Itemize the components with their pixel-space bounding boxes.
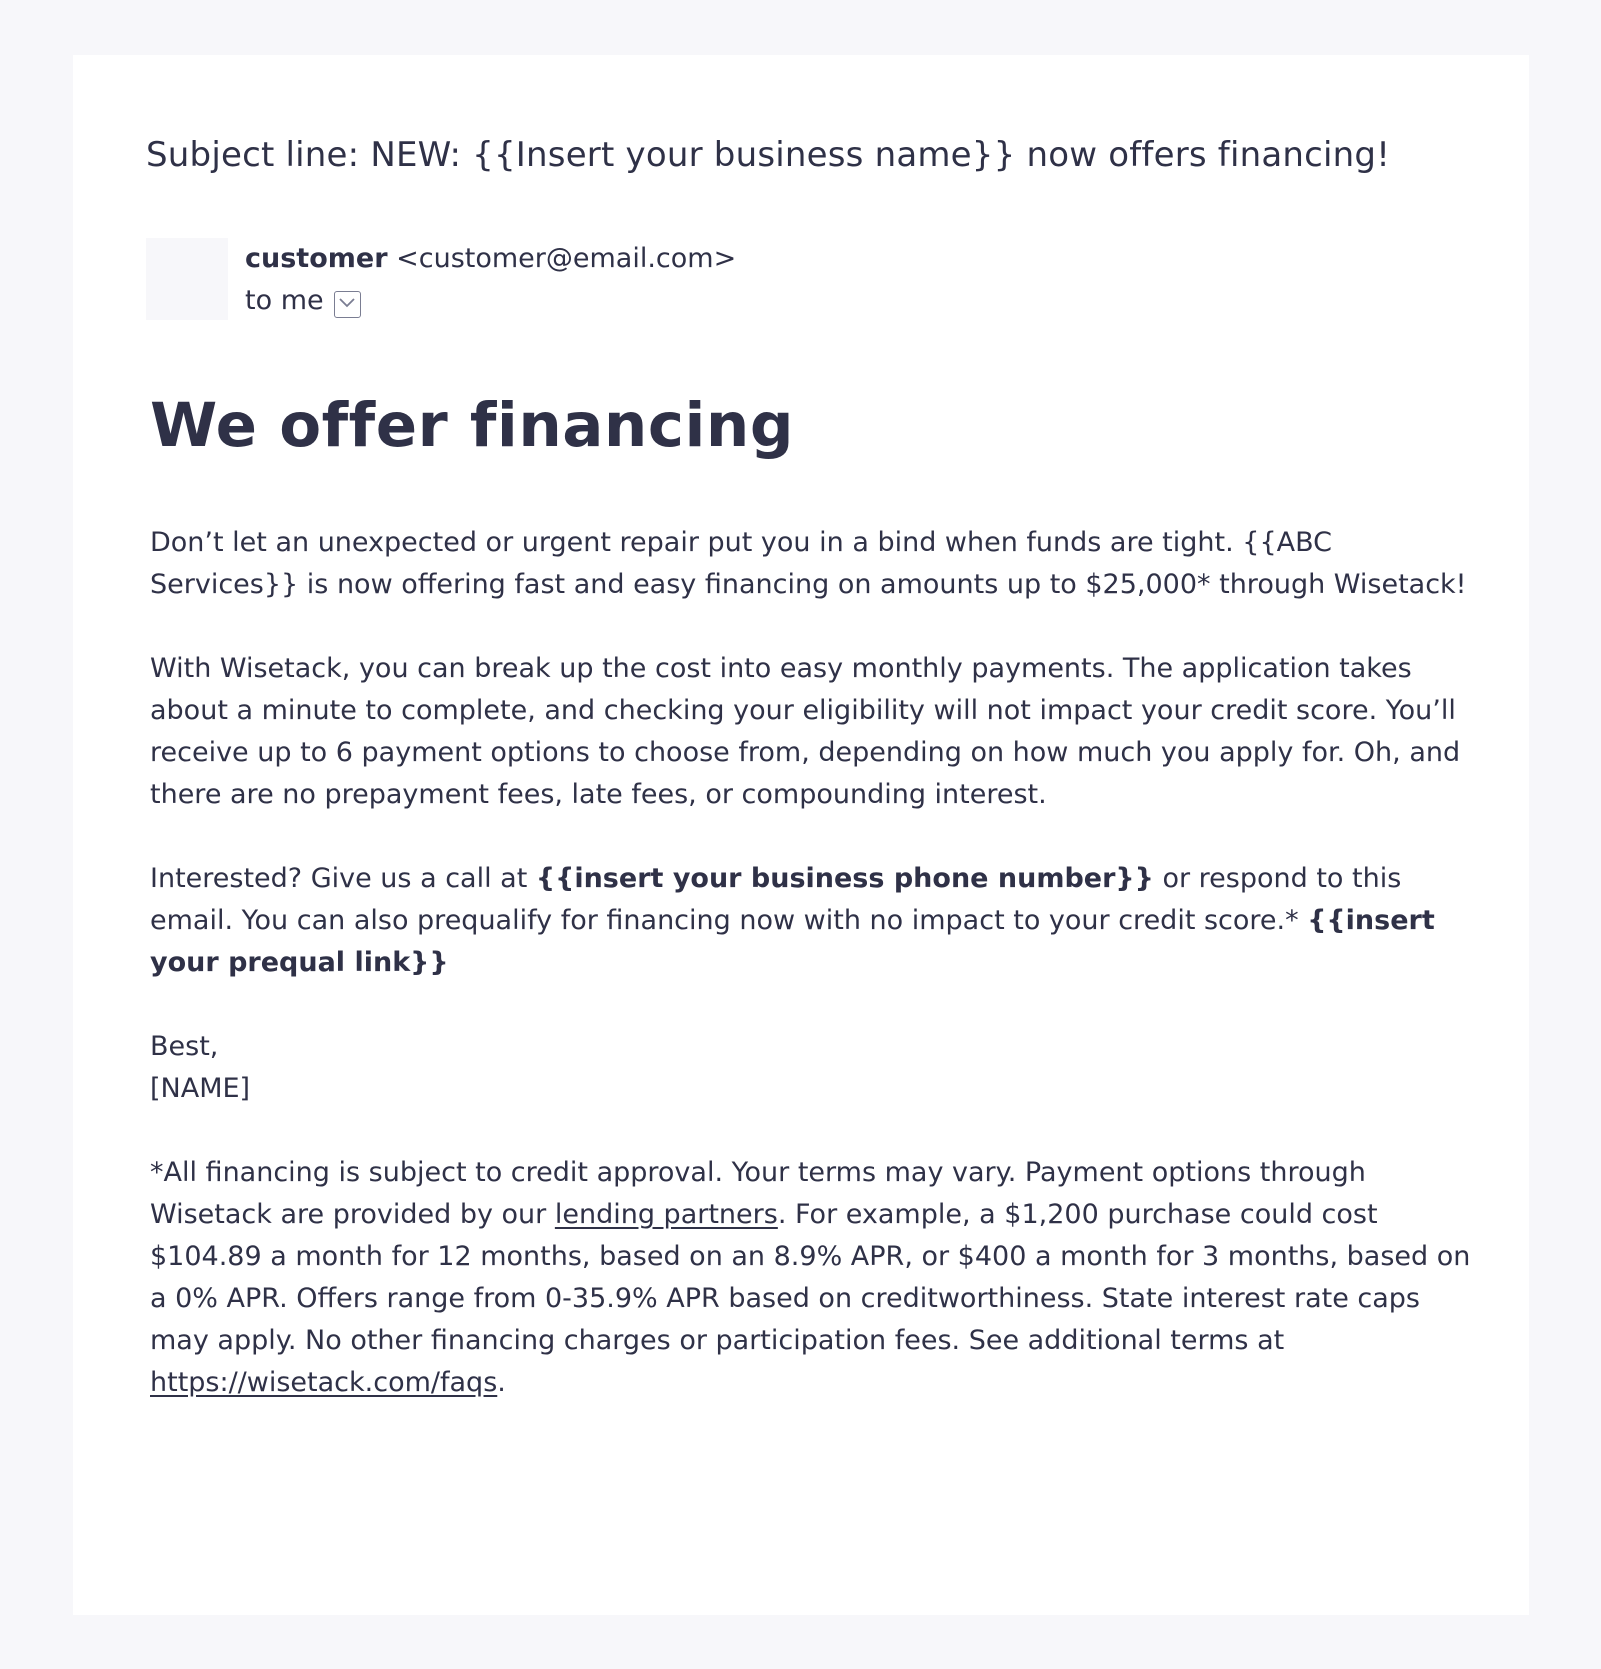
recipient-line xyxy=(245,280,736,322)
phone-placeholder: {{insert your business phone number}} xyxy=(535,863,1154,894)
contact-text-2: or respond to this email. You can also prequalify for financing now with no impact to your credit score.* xyxy=(150,863,1402,936)
disclaimer-text-2: . For example, a $1,200 purchase could cost $104.89 a month for 12 months, based on an 8.9% APR, or $400 a month for 3 months, based on a 0% APR. Offers range from 0-35.9% APR based on creditworthiness. State interest rate caps may apply. No other financing charges or participation fees. See additional terms at xyxy=(150,1199,1471,1356)
email-subject: Subject line: NEW: {{Insert your business name}} now offers financing! xyxy=(146,135,1391,175)
email-card xyxy=(73,55,1529,1615)
recipient-label: to me xyxy=(245,285,324,316)
signoff: Best, xyxy=(150,1031,219,1062)
disclaimer-text-3: . xyxy=(497,1367,506,1398)
signature-name: [NAME] xyxy=(150,1073,251,1104)
prequal-link-placeholder: {{insert your prequal link}} xyxy=(150,905,1435,978)
disclaimer xyxy=(150,1152,1480,1404)
disclaimer-text-1: *All financing is subject to credit approval. Your terms may vary. Payment options through Wisetack are provided by our xyxy=(150,1157,1366,1230)
faq-link[interactable]: https://wisetack.com/faqs xyxy=(150,1367,498,1398)
sender-name: customer xyxy=(245,243,388,274)
sender-info xyxy=(245,238,736,322)
body-paragraph-details: With Wisetack, you can break up the cost into easy monthly payments. The application takes about a minute to complete, and checking your eligibility will not impact your credit score. You’ll receive up to 6 payment options to choose from, depending on how much you apply for. Oh, and there are no prepayment fees, late fees, or compounding interest. xyxy=(150,653,1461,810)
signature-block xyxy=(150,1026,1480,1110)
body-paragraph-contact xyxy=(150,858,1480,984)
sender-line xyxy=(245,238,736,280)
email-body xyxy=(150,522,1480,1446)
lending-partners-link[interactable]: lending partners xyxy=(554,1199,778,1230)
contact-text-1: Interested? Give us a call at xyxy=(150,863,536,894)
avatar xyxy=(146,238,228,320)
body-paragraph-intro: Don’t let an unexpected or urgent repair put you in a bind when funds are tight. {{ABC Services}} is now offering fast and easy financing on amounts up to $25,000* through Wisetack! xyxy=(150,527,1467,600)
chevron-down-icon[interactable] xyxy=(334,291,361,318)
sender-email: <customer@email.com> xyxy=(396,243,737,274)
email-headline: We offer financing xyxy=(150,390,795,461)
